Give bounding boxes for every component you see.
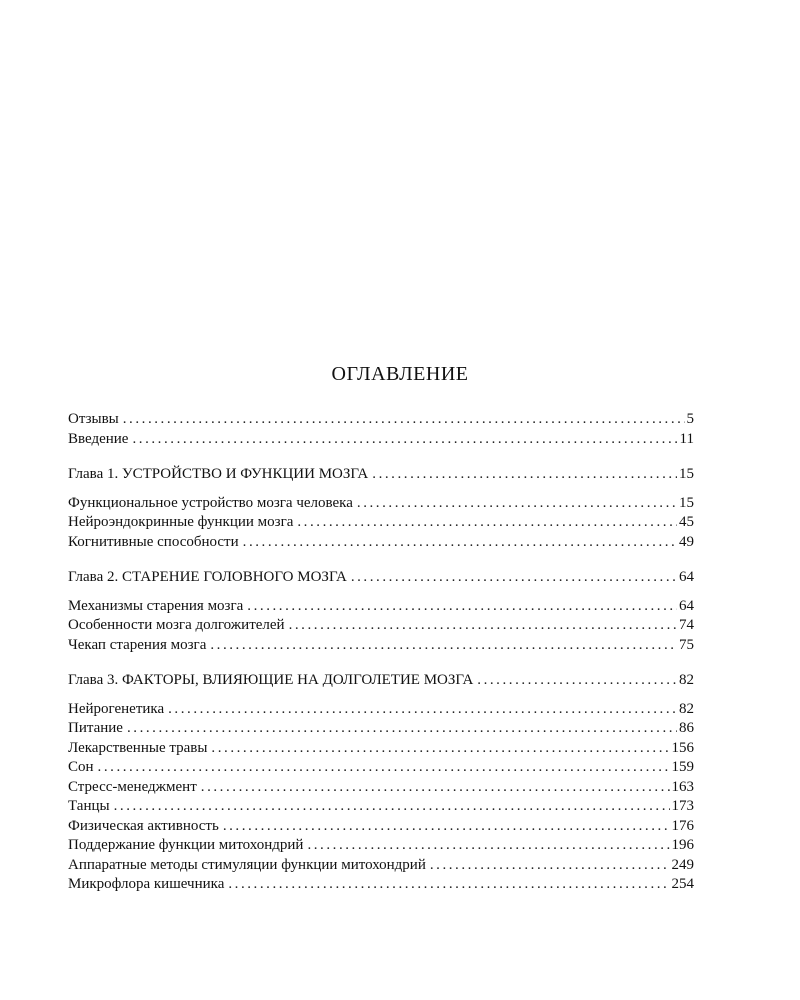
toc-dot-leader [307,836,669,856]
toc-dot-leader [289,616,677,636]
toc-entry-label: Лекарственные травы [68,739,208,756]
toc-page-number: 82 [679,700,694,717]
toc-page-number: 49 [679,533,694,550]
toc-dot-leader [477,671,677,691]
toc-entry-label: Функциональное устройство мозга человека [68,494,353,511]
toc-page-number: 159 [671,759,694,775]
toc-entry-label: Питание [68,720,123,736]
toc-entry-label: Особенности мозга долгожителей [68,617,285,633]
toc-page-number: 15 [679,466,694,482]
toc-page-number: 74 [679,617,694,633]
toc-page-number: 15 [679,494,694,511]
toc-entry-label: Поддержание функции митохондрий [68,837,304,853]
toc-dot-leader [211,739,669,759]
toc-chapter-label: Глава 2. СТАРЕНИЕ ГОЛОВНОГО МОЗГА [68,569,347,585]
toc-chapter-row[interactable] [68,568,694,588]
toc-entry-row[interactable] [68,430,694,450]
toc-page-number: 5 [686,411,694,427]
toc-dot-leader [132,430,677,450]
toc-dot-leader [210,636,677,656]
toc-entry-row[interactable] [68,778,694,798]
toc-title: ОГЛАВЛЕНИЕ [331,363,469,385]
toc-page-number: 64 [679,597,694,614]
toc-section [68,671,694,895]
toc-page-number: 176 [671,817,694,834]
toc-dot-leader [297,513,677,533]
toc-page-number: 249 [671,856,694,873]
toc-dot-leader [243,533,677,553]
toc-entry-row[interactable] [68,817,694,837]
toc-entry-row[interactable] [68,758,694,778]
toc-entry-row[interactable] [68,636,694,656]
toc-dot-leader [223,817,670,837]
toc-entry-label: Стресс-менеджмент [68,778,197,795]
toc-dot-leader [430,856,670,876]
toc-page-number: 64 [679,569,694,585]
toc-dot-leader [98,758,670,778]
toc-entry-row[interactable] [68,533,694,553]
toc-dot-leader [114,797,670,817]
toc-page-number: 163 [671,778,694,795]
toc-entry-row[interactable] [68,739,694,759]
toc-dot-leader [228,875,669,895]
toc-dot-leader [123,410,685,430]
toc-entry-row[interactable] [68,616,694,636]
toc-entry-label: Аппаратные методы стимуляции функции митохондрий [68,856,426,873]
toc-entry-row[interactable] [68,597,694,617]
toc-page-number: 45 [679,514,694,530]
toc-chapter-label: Глава 1. УСТРОЙСТВО И ФУНКЦИИ МОЗГА [68,466,369,482]
toc-entry-label: Сон [68,759,94,775]
toc-entry-label: Механизмы старения мозга [68,597,244,614]
toc-chapter-label: Глава 3. ФАКТОРЫ, ВЛИЯЮЩИЕ НА ДОЛГОЛЕТИЕ МОЗГА [68,672,474,688]
toc-entry-label: Нейроэндокринные функции мозга [68,514,294,530]
toc-entry-row[interactable] [68,494,694,514]
toc-entry-label: Микрофлора кишечника [68,876,225,892]
toc-page-number: 156 [671,739,694,756]
toc-page-number: 11 [679,430,694,447]
toc-dot-leader [168,700,677,720]
toc-chapter-row[interactable] [68,465,694,485]
toc-page-number: 173 [671,798,694,814]
toc-entry-row[interactable] [68,513,694,533]
toc-entry-row[interactable] [68,836,694,856]
toc-dot-leader [201,778,670,798]
toc-page-number: 82 [679,672,694,688]
toc-entry-label: Когнитивные способности [68,533,239,550]
toc-dot-leader [351,568,677,588]
toc-entry-label: Танцы [68,798,110,814]
toc-entry-label: Чекап старения мозга [68,636,207,653]
toc-section [68,465,694,552]
toc-dot-leader [357,494,677,514]
toc-dot-leader [127,719,677,739]
toc-chapter-row[interactable] [68,671,694,691]
toc-section [68,410,694,449]
toc-entry-row[interactable] [68,875,694,895]
toc-page-number: 254 [671,876,694,892]
toc-page-number: 75 [679,636,694,653]
table-of-contents [68,410,694,895]
toc-entry-label: Физическая активность [68,817,219,834]
toc-entry-label: Отзывы [68,411,119,427]
toc-page-number: 196 [671,837,694,853]
toc-entry-row[interactable] [68,700,694,720]
toc-entry-row[interactable] [68,856,694,876]
toc-entry-row[interactable] [68,797,694,817]
toc-dot-leader [372,465,677,485]
toc-entry-label: Введение [68,430,129,447]
toc-entry-row[interactable] [68,719,694,739]
toc-dot-leader [247,597,677,617]
toc-entry-row[interactable] [68,410,694,430]
toc-section [68,568,694,655]
toc-entry-label: Нейрогенетика [68,700,165,717]
toc-page-number: 86 [679,720,694,736]
